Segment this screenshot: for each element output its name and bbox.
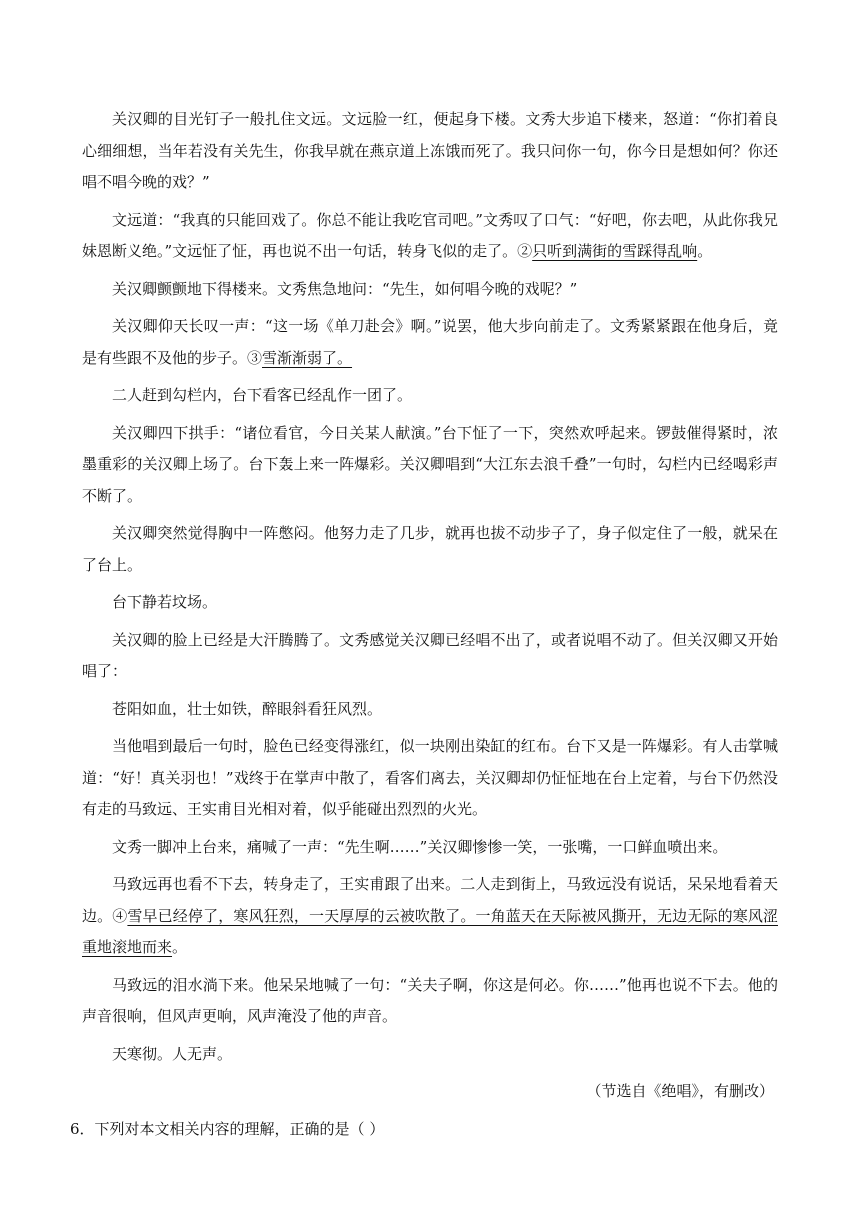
- paragraph-text: 。: [172, 938, 188, 956]
- paragraph: [82, 518, 778, 581]
- paragraph-text: 关汉卿突然觉得胸中一阵憋闷。他努力走了几步，就再也拔不动步子了，身子似定住了一般，就呆在了台上。: [82, 524, 778, 574]
- paragraph: [82, 274, 778, 306]
- paragraph-text: 。: [697, 242, 713, 260]
- paragraph: [82, 1039, 778, 1071]
- paragraph: [82, 380, 778, 412]
- paragraph-text: 关汉卿仰天长叹一声：“这一场《单刀赴会》啊。”说罢，他大步向前走了。文秀紧紧跟在他身后，竟是有些跟不及他的步子。③: [82, 317, 778, 367]
- underlined-text: 雪渐渐弱了。: [262, 348, 353, 367]
- paragraph: [82, 832, 778, 864]
- paragraph-text: 关汉卿的目光钉子一般扎住文远。文远脸一红，便起身下楼。文秀大步追下楼来，怒道：“你扪着良心细细想，当年若没有关先生，你我早就在燕京道上冻饿而死了。我只问你一句，你今日是想如何？你还唱不唱今晚的戏？”: [82, 110, 778, 191]
- paragraph: [82, 694, 778, 726]
- question-6: 6．下列对本文相关内容的理解，正确的是（ ）: [70, 1119, 385, 1138]
- paragraph-text: 关汉卿的脸上已经是大汗腾腾了。文秀感觉关汉卿已经唱不出了，或者说唱不动了。但关汉卿又开始唱了：: [82, 630, 778, 680]
- paragraph-text: 天寒彻。人无声。: [112, 1044, 233, 1063]
- paragraph: [82, 311, 778, 374]
- paragraph-text: 马致远的泪水淌下来。他呆呆地喊了一句：“关夫子啊，你这是何必。你……”他再也说不下去。他的声音很响，但风声更响，风声淹没了他的声音。: [82, 975, 778, 1025]
- paragraph-text: 关汉卿颤颤地下得楼来。文秀焦急地问：“先生，如何唱今晚的戏呢？”: [112, 279, 578, 298]
- paragraph-text: 当他唱到最后一句时，脸色已经变得涨红，似一块刚出染缸的红布。台下又是一阵爆彩。有人击掌喊道：“好！真关羽也！”戏终于在掌声中散了，看客们离去，关汉卿却仍怔怔地在台上定着，与台下仍然没有走的马致远、王实甫目光相对着，似乎能碰出烈烈的火光。: [82, 737, 778, 818]
- paragraph-text: 关汉卿四下拱手：“诸位看官，今日关某人献演。”台下怔了一下，突然欢呼起来。锣鼓催得紧时，浓墨重彩的关汉卿上场了。台下轰上来一阵爆彩。关汉卿唱到“大江东去浪千叠”一句时，勾栏内已经喝彩声不断了。: [82, 423, 778, 505]
- paragraph-text: 文远道：“我真的只能回戏了。你总不能让我吃官司吧。”文秀叹了口气：“好吧，你去吧，从此你我兄妹恩断义绝。”文远怔了怔，再也说不出一句话，转身飞似的走了。②: [82, 210, 778, 260]
- paragraph: [82, 205, 778, 268]
- paragraph-text: 马致远再也看不下去，转身走了，王实甫跟了出来。二人走到街上，马致远没有说话，呆呆地看着天边。④: [82, 875, 778, 925]
- paragraph-text: 文秀一脚冲上台来，痛喊了一声：“先生啊……”关汉卿惨惨一笑，一张嘴，一口鲜血喷出来。: [112, 837, 728, 856]
- paragraph-text: 二人赶到勾栏内，台下看客已经乱作一团了。: [112, 386, 413, 404]
- paragraph: [82, 869, 778, 964]
- article-body: [82, 104, 778, 1070]
- underlined-text: 雪早已经停了，寒风狂烈，一天厚厚的云被吹散了。一角蓝天在天际被风撕开，无边无际的寒风涩重地滚地而来: [82, 906, 778, 956]
- paragraph: [82, 418, 778, 513]
- underlined-text: 只听到满街的雪踩得乱响: [532, 242, 698, 260]
- paragraph-text: 苍阳如血，壮士如铁，醉眼斜看狂风烈。: [112, 699, 383, 718]
- paragraph: [82, 104, 778, 199]
- paragraph-text: 台下静若坟场。: [112, 593, 218, 611]
- paragraph: [82, 970, 778, 1033]
- paragraph: [82, 731, 778, 826]
- paragraph: [82, 587, 778, 619]
- paragraph: [82, 625, 778, 688]
- source-citation: （节选自《绝唱》，有删改）: [586, 1082, 774, 1100]
